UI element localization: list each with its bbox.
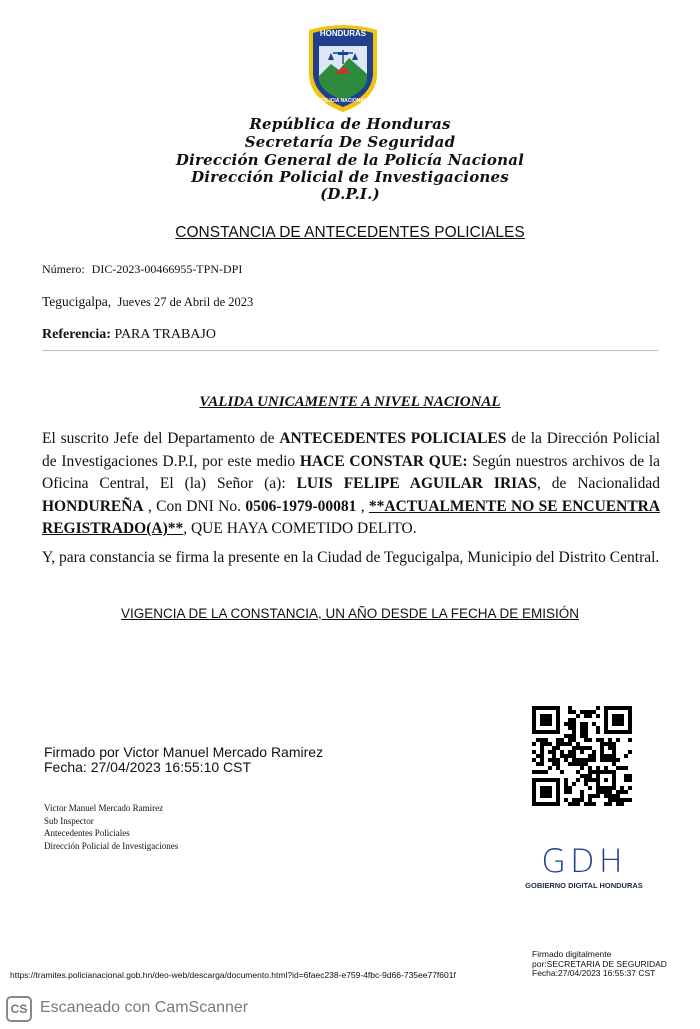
- referencia-value: PARA TRABAJO: [114, 327, 216, 342]
- p1-text-c: de la Dirección Policial de Investigaciones D.P.I, por este medio: [42, 430, 661, 470]
- badge-top-text: HONDURAS: [319, 29, 367, 38]
- p1-text-e: Según nuestros archivos de la Oficina Central, El (la) Señor (a):: [42, 452, 660, 492]
- date-row: [42, 294, 253, 310]
- camscanner-text: Escaneado con CamScanner: [40, 999, 249, 1016]
- p1-text-h: ,: [360, 497, 365, 515]
- official-rank: Sub Inspector: [44, 815, 94, 826]
- place: Tegucigalpa,: [42, 294, 112, 309]
- numero-label: Número:: [42, 262, 85, 276]
- camscanner-watermark: [0, 990, 700, 1029]
- p1-text-g: , Con DNI No.: [147, 497, 241, 515]
- header-direccion-general: Dirección General de la Policía Nacional: [175, 151, 525, 169]
- gdh-logo-text: GDH: [541, 842, 627, 880]
- numero-value: DIC-2023-00466955-TPN-DPI: [91, 262, 243, 276]
- valida-heading: VALIDA UNICAMENTE A NIVEL NACIONAL: [199, 394, 501, 410]
- p1-status: **ACTUALMENTE NO SE ENCUENTRA REGISTRADO(A)**: [42, 497, 661, 537]
- camscanner-logo-icon: [6, 996, 32, 1022]
- p1-department: ANTECEDENTES POLICIALES: [279, 430, 507, 447]
- signature-block: [44, 745, 323, 775]
- gdh-logo: [522, 843, 646, 890]
- official-department: Antecedentes Policiales: [44, 828, 130, 838]
- body-paragraph-2: Y, para constancia se firma la presente en la Ciudad de Tegucigalpa, Municipio del Distrito Central.: [42, 549, 660, 566]
- digital-line-2: por:SECRETARIA DE SEGURIDAD: [532, 958, 667, 969]
- police-badge-logo: [305, 24, 381, 114]
- header-direccion-policial: Dirección Policial de Investigaciones: [191, 168, 509, 186]
- official-division: Dirección Policial de Investigaciones: [44, 840, 179, 851]
- p1-nationality: HONDUREÑA: [42, 497, 144, 515]
- numero-row: [42, 262, 242, 277]
- divider: [42, 350, 658, 351]
- camscanner-logo-text: CS: [10, 1002, 28, 1016]
- p1-text-a: El suscrito Jefe del Departamento de: [42, 430, 275, 447]
- p1-hace-constar: HACE CONSTAR QUE:: [299, 452, 468, 470]
- qr-code: [532, 706, 632, 806]
- date: Jueves 27 de Abril de 2023: [117, 295, 254, 309]
- digital-line-3: Fecha:27/04/2023 16:55:37 CST: [532, 968, 656, 978]
- p1-text-f: , de Nacionalidad: [536, 475, 660, 492]
- header-republic: República de Honduras: [249, 115, 451, 133]
- official-name: Victor Manuel Mercado Ramirez: [44, 803, 164, 813]
- p1-text-i: , QUE HAYA COMETIDO DELITO.: [183, 520, 417, 537]
- document-url: https://tramites.policianacional.gob.hn/deo-web/descarga/documento.html?id=6faec238-e759-4fbc-9d66-735ee77f601f: [10, 970, 456, 980]
- p1-person-name: LUIS FELIPE AGUILAR IRIAS: [296, 475, 537, 492]
- digital-line-1: Firmado digitalmente: [532, 949, 612, 959]
- vigencia-note: VIGENCIA DE LA CONSTANCIA, UN AÑO DESDE LA FECHA DE EMISIÓN: [120, 606, 580, 621]
- p1-dni: 0506-1979-00081: [245, 497, 357, 515]
- referencia-row: [42, 327, 216, 343]
- header-dpi: (D.P.I.): [320, 185, 380, 203]
- header-secretaria: Secretaría De Seguridad: [244, 133, 456, 151]
- document-title: CONSTANCIA DE ANTECEDENTES POLICIALES: [175, 224, 525, 241]
- signed-by: Firmado por Victor Manuel Mercado Ramirez: [44, 744, 324, 760]
- digital-signature-stamp: [532, 950, 667, 979]
- badge-bottom-text: POLICIA NACIONAL: [319, 98, 367, 104]
- signature-date: Fecha: 27/04/2023 16:55:10 CST: [44, 759, 252, 775]
- official-block: [44, 802, 178, 852]
- body-paragraph-1: [42, 428, 660, 541]
- gdh-subtitle: GOBIERNO DIGITAL HONDURAS: [525, 881, 643, 890]
- referencia-label: Referencia:: [42, 327, 111, 342]
